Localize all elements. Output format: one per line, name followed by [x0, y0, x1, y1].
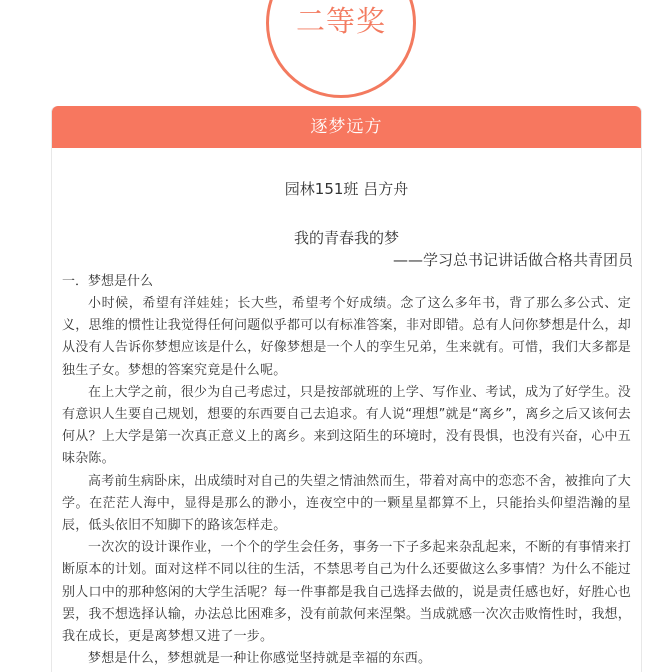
- essay-subtitle: ——学习总书记讲话做合格共青团员: [392, 251, 633, 269]
- paragraph: 小时候，希望有洋娃娃；长大些，希望考个好成绩。念了这么多年书，背了那么多公式、定义，思维的惯性让我觉得任何问题似乎都可以有标准答案，非对即错。总有人问你梦想是什么，却从没有人告诉你梦想应该是什么，好像梦想是一个人的孪生兄弟，生来就有。可惜，我们大多都是独生子女。梦想的答案究竟是什么呢。: [62, 296, 631, 378]
- paragraph: 梦想是什么，梦想就是一种让你感觉坚持就是幸福的东西。: [88, 651, 432, 667]
- author-line: 园林151班 吕方舟: [284, 180, 409, 198]
- card-body: [52, 178, 641, 670]
- section-heading: 一．梦想是什么: [62, 274, 154, 289]
- paragraph: 一次次的设计课作业，一个个的学生会任务，事务一下子多起来杂乱起来，不断的有事情来打断原本的计划。面对这样不同以往的生活，不禁思考自己为什么还要做这么多事情？为什么不能过别人口中的那种悠闲的大学生活呢？每一件事都是我自己选择去做的，说是责任感也好，好胜心也罢，我不想选择认输，办法总比困难多，没有前款何来涅槃。当成就感一次次击败惰性时，我想，我在成长，更是离梦想又进了一步。: [62, 540, 631, 645]
- award-label: 二等奖: [295, 4, 386, 38]
- paragraph: 在上大学之前，很少为自己考虑过，只是按部就班的上学、写作业、考试，成为了好学生。没有意识人生要自己规划，想要的东西要自己去追求。有人说“理想”就是“离乡”，离乡之后又该何去何从？上大学是第一次真正意义上的离乡。来到这陌生的环境时，没有畏惧，也没有兴奋，心中五味杂陈。: [62, 384, 631, 467]
- paragraph: 高考前生病卧床，出成绩时对自己的失望之情油然而生，带着对高中的恋恋不舍，被推向了大学。在茫茫人海中，显得是那么的渺小，连夜空中的一颗星星都算不上，只能抬头仰望浩瀚的星辰，低头依旧不知脚下的路该怎样走。: [62, 473, 631, 534]
- essay-title: 我的青春我的梦: [293, 229, 399, 247]
- card-header: 逐梦远方: [52, 106, 641, 148]
- award-badge: [266, 0, 416, 98]
- essay-card: [51, 106, 642, 672]
